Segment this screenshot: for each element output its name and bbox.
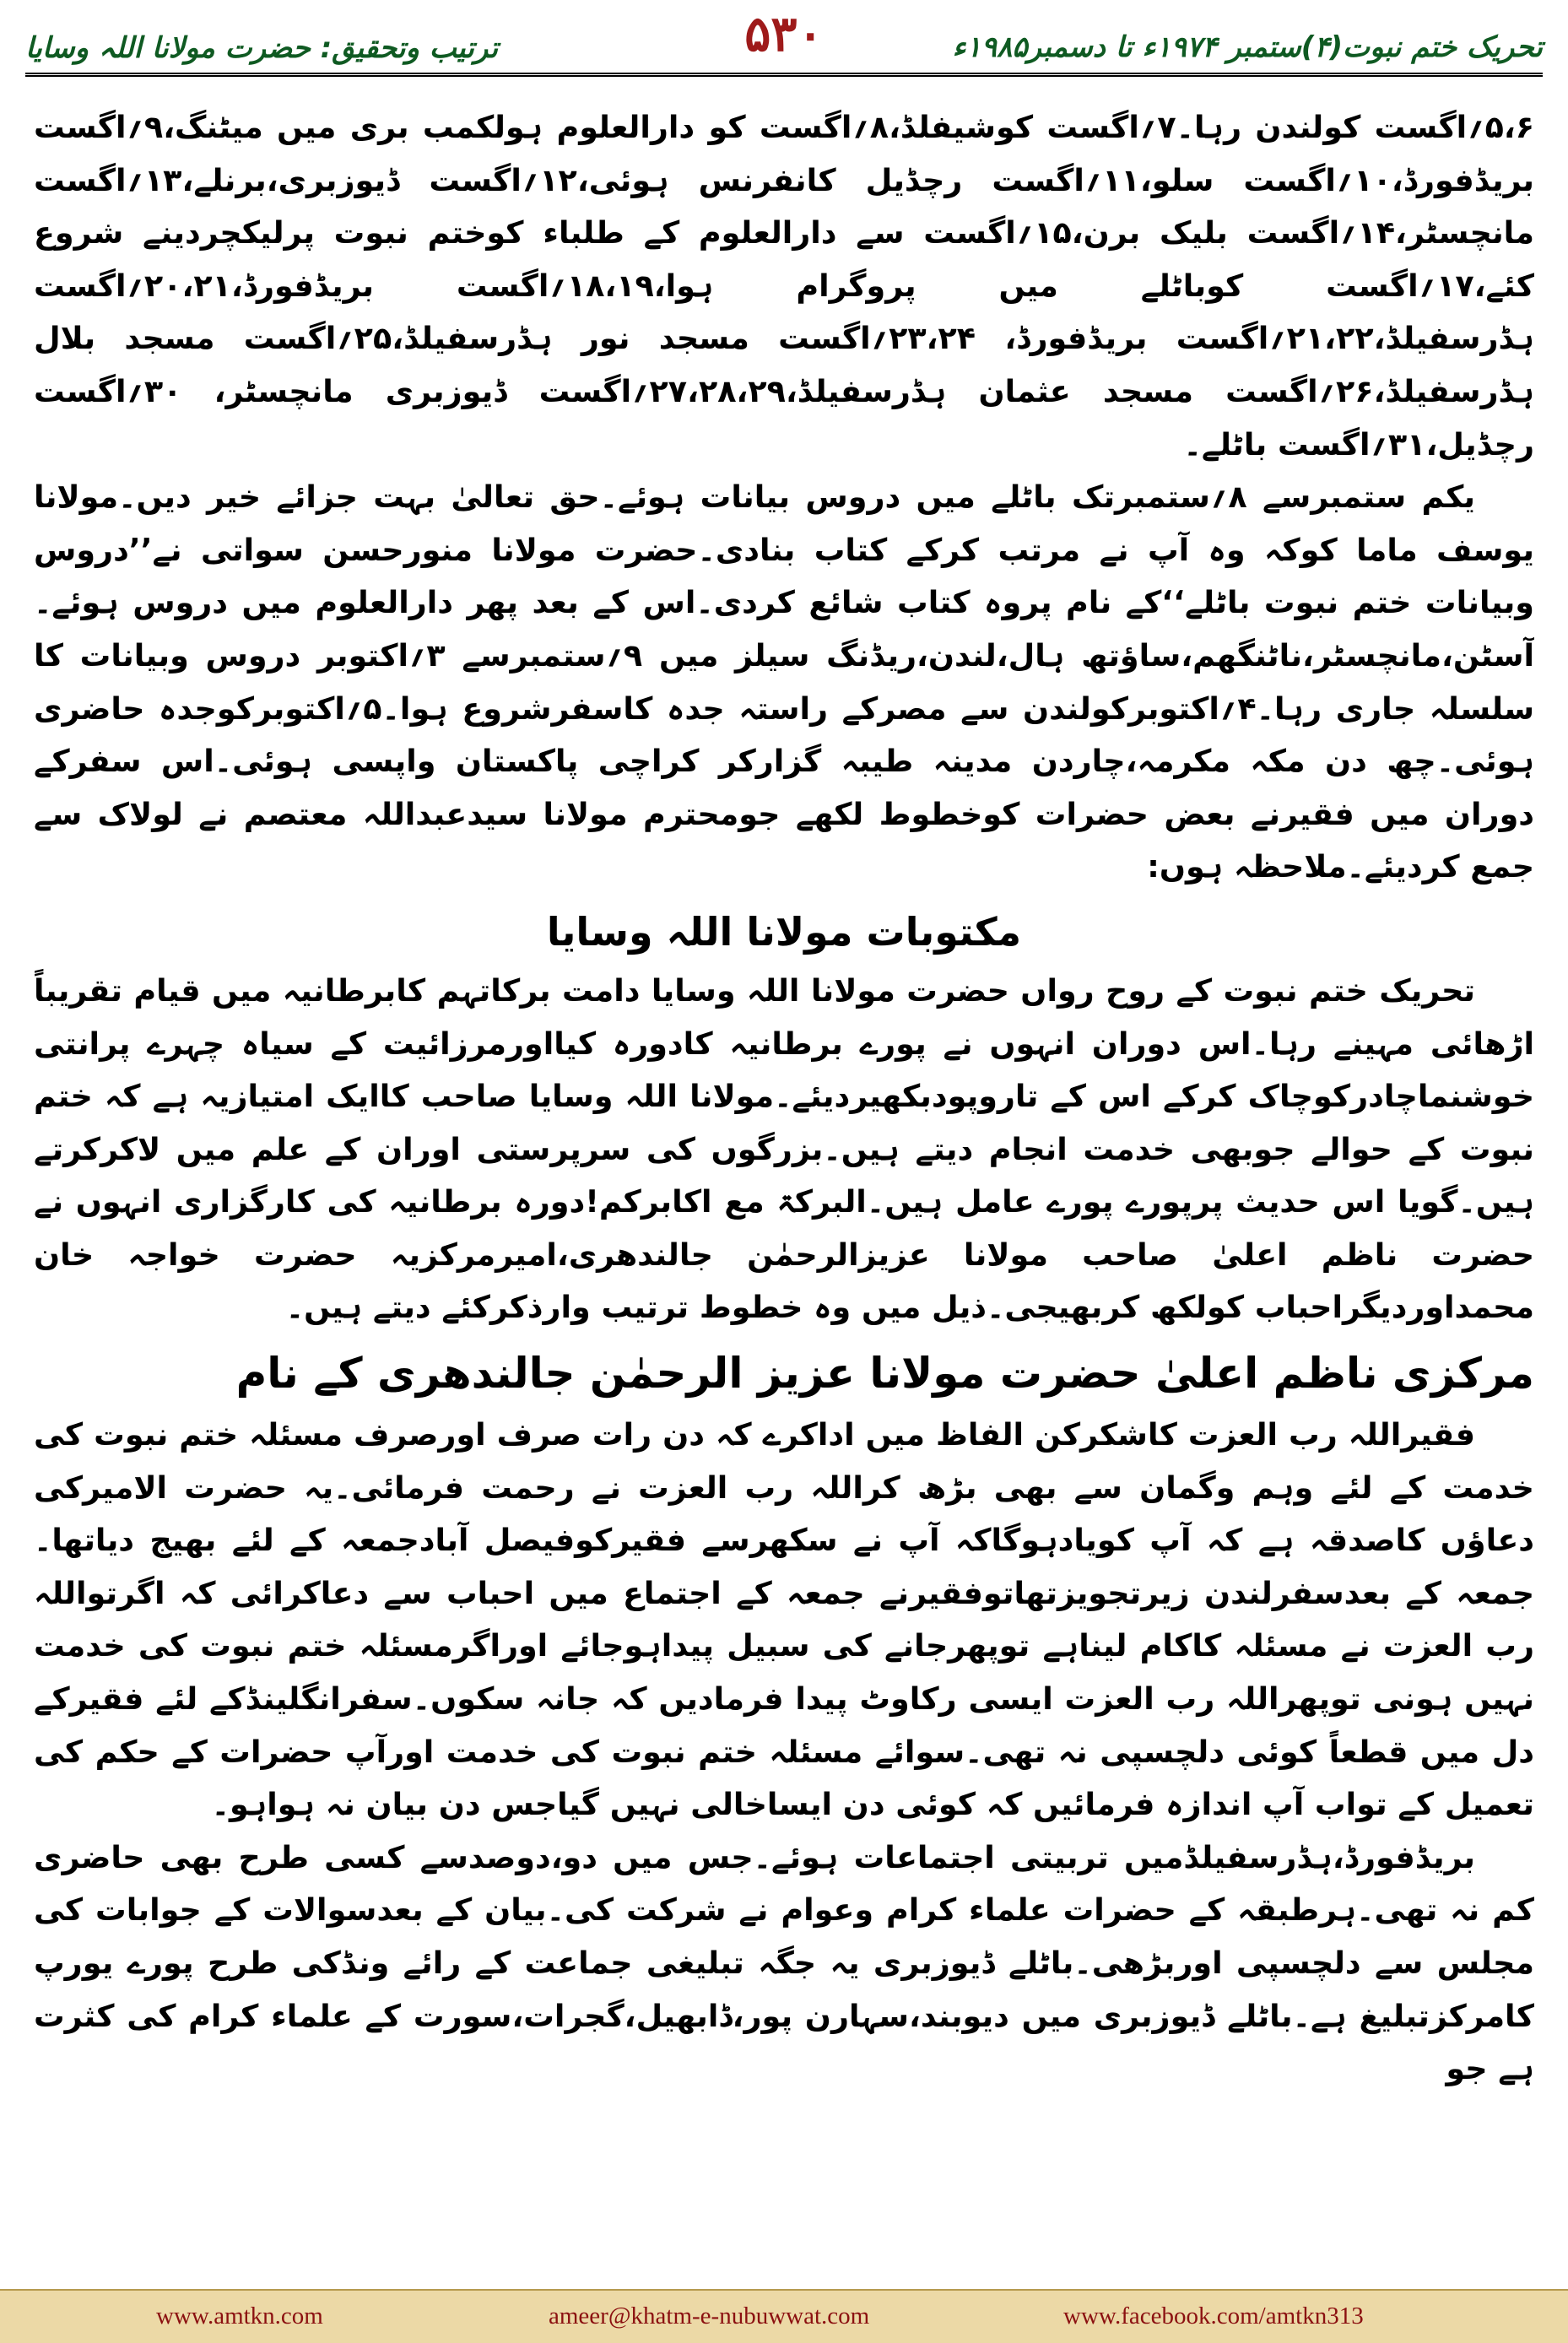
website-link[interactable]: www.amtkn.com	[156, 2302, 323, 2329]
section-heading-letters: مکتوبات مولانا اللہ وسایا	[546, 908, 1022, 955]
paragraph-gatherings: بریڈفورڈ،ہڈرسفیلڈمیں تربیتی اجتماعات ہوئے۔جس میں دو،دوصدسے کسی طرح بھی حاضری کم نہ تھی۔ہرطبقہ کے حضرات علماء کرام وعوام نے شرکت کی۔بیان کے بعدسوالات کے جوابات کی مجلس سے دلچسپی اوربڑھی۔باٹلے ڈیوزبری یہ جگہ تبلیغی جماعت کے رائے ونڈکی طرح پورے یورپ کامرکزتبلیغ ہے۔باٹلے ڈیوزبری میں دیوبند،سہارن پور،ڈابھیل،گجرات،سورت کے علماء کرام کی کثرت ہے جو	[34, 1838, 1534, 2087]
page-number: ۵۳۰	[744, 5, 824, 62]
series-title: تحریک ختم نبوت(۴)ستمبر ۱۹۷۴ء تا دسمبر۱۹۸۵ء	[952, 30, 1543, 64]
facebook-link[interactable]: www.facebook.com/amtkn313	[1063, 2302, 1364, 2329]
letter-heading: مرکزی ناظم اعلیٰ حضرت مولانا عزیز الرحمٰن جالندھری کے نام	[235, 1349, 1534, 1399]
page-header	[25, 5, 1543, 77]
paragraph-introduction: تحریک ختم نبوت کے روح رواں حضرت مولانا اللہ وسایا دامت برکاتہم کابرطانیہ میں قیام تقریباً اڑھائی مہینے رہا۔اس دوران انہوں نے پورے برطانیہ کادورہ کیااورمرزائیت کے سیاہ چہرے پرانتی خوشنماچادرکوچاک کرکے اس کے تاروپودبکھیردیئے۔مولانا اللہ وسایا صاحب کاایک امتیازیہ ہے کہ ختم نبوت کے حوالے جوبھی خدمت انجام دیتے ہیں۔بزرگوں کی سرپرستی اوران کے علم میں لاکرکرتے ہیں۔گویا اس حدیث پرپورے پورے عامل ہیں۔البرکۃ مع اکابرکم!دورہ برطانیہ کی کارگزاری انہوں نے حضرت ناظم اعلیٰ صاحب مولانا عزیزالرحمٰن جالندھری،امیرمرکزیہ حضرت خواجہ خان محمداوردیگراحباب کولکھ کربھیجی۔ذیل میں وہ خطوط ترتیب وارذکرکئے دیتے ہیں۔	[34, 971, 1534, 1326]
paragraph-itinerary: ۵،۶؍اگست کولندن رہا۔۷؍اگست کوشیفلڈ،۸؍اگست کو دارالعلوم ہولکمب بری میں میٹنگ،۹؍اگست بریڈفورڈ،۱۰؍اگست سلو،۱۱؍اگست رچڈیل کانفرنس ہوئی،۱۲؍اگست ڈیوزبری،برنلے،۱۳؍اگست مانچسٹر،۱۴؍اگست بلیک برن،۱۵؍اگست سے دارالعلوم کے طلباء کوختم نبوت پرلیکچردینے شروع کئے،۱۷؍اگست کوباٹلے میں پروگرام ہوا،۱۸،۱۹؍اگست بریڈفورڈ،۲۰،۲۱؍اگست ہڈرسفیلڈ،۲۱،۲۲؍اگست بریڈفورڈ، ۲۳،۲۴؍اگست مسجد نور ہڈرسفیلڈ،۲۵؍اگست مسجد بلال ہڈرسفیلڈ،۲۶؍اگست مسجد عثمان ہڈرسفیلڈ،۲۷،۲۸،۲۹؍اگست ڈیوزبری مانچسٹر، ۳۰؍اگست رچڈیل،۳۱؍اگست باٹلے۔	[34, 109, 1534, 463]
compiler-credit: ترتیب وتحقیق: حضرت مولانا اللہ وسایا	[25, 31, 499, 65]
paragraph-september: یکم ستمبرسے ۸؍ستمبرتک باٹلے میں دروس بیانات ہوئے۔حق تعالیٰ بہت جزائے خیر دیں۔مولانا یوسف ماما کوکہ وہ آپ نے مرتب کرکے کتاب بنادی۔حضرت مولانا منورحسن سواتی نے’’دروس وبیانات ختم نبوت باٹلے‘‘کے نام پروہ کتاب شائع کردی۔اس کے بعد پھر دارالعلوم میں دروس ہوئے۔آسٹن،مانچسٹر،ناٹنگھم،ساؤتھ ہال،لندن،ریڈنگ سیلز میں ۹؍ستمبرسے ۳؍اکتوبر دروس وبیانات کا سلسلہ جاری رہا۔۴؍اکتوبرکولندن سے مصرکے راستہ جدہ کاسفرشروع ہوا۔۵؍اکتوبرکوجدہ حاضری ہوئی۔چھ دن مکہ مکرمہ،چاردن مدینہ طیبہ گزارکر کراچی پاکستان واپسی ہوئی۔اس سفرکے دوران میں فقیرنے بعض حضرات کوخطوط لکھے جومحترم مولانا سیدعبداللہ معتصم نے لولاک سے جمع کردیئے۔ملاحظہ ہوں:	[34, 479, 1534, 885]
email-link[interactable]: ameer@khatm-e-nubuwwat.com	[549, 2302, 870, 2329]
paragraph-letter-body: فقیراللہ رب العزت کاشکرکن الفاظ میں اداکرے کہ دن رات صرف اورصرف مسئلہ ختم نبوت کی خدمت کے لئے وہم وگمان سے بھی بڑھ کراللہ رب العزت نے رحمت فرمائی۔یہ حضرت الامیرکی دعاؤں کاصدقہ ہے کہ آپ کویادہوگاکہ آپ نے سکھرسے فقیرکوفیصل آبادجمعہ کے لئے بھیج دیاتھا۔جمعہ کے بعدسفرلندن زیرتجویزتھاتوفقیرنے جمعہ کے اجتماع میں احباب سے دعاکرائی کہ اگرتواللہ رب العزت نے مسئلہ کاکام لیناہے توپھرجانے کی سبیل پیداہوجائے اوراگرمسئلہ ختم نبوت کی خدمت نہیں ہونی توپھراللہ رب العزت ایسی رکاوٹ پیدا فرمادیں کہ جانہ سکوں۔سفرانگلینڈکے لئے فقیرکے دل میں قطعاً کوئی دلچسپی نہ تھی۔سوائے مسئلہ ختم نبوت کی خدمت اورآپ حضرات کے حکم کی تعمیل کے تواب آپ اندازہ فرمائیں کہ کوئی دن ایساخالی نہیں گیاجس دن بیان نہ ہواہو۔	[34, 1416, 1534, 1823]
page-footer	[0, 2289, 1568, 2343]
page-body	[34, 101, 1534, 2287]
